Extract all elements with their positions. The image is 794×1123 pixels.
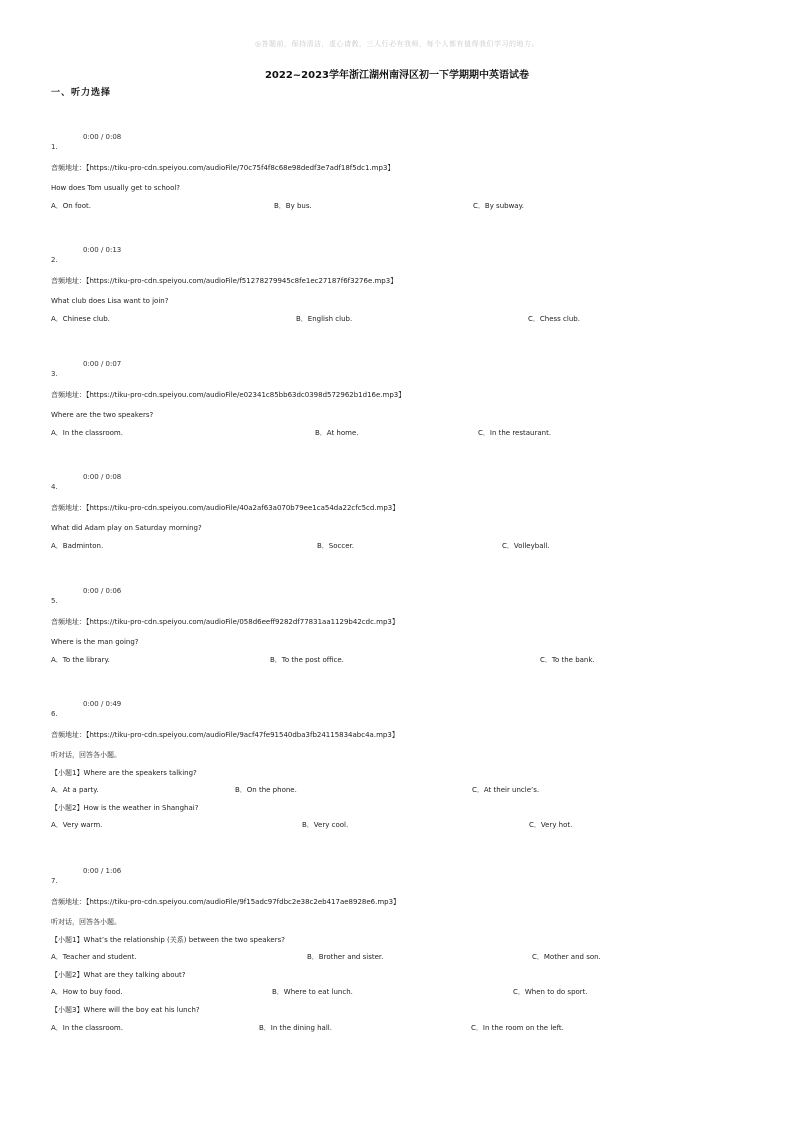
question-number: 4. — [51, 483, 58, 491]
audio-timer[interactable]: 0:00 / 0:13 — [83, 246, 122, 254]
option-a[interactable]: A．Very warm. — [51, 821, 103, 830]
option-a[interactable]: A．On foot. — [51, 201, 91, 210]
question-number: 5. — [51, 597, 58, 605]
audio-timer[interactable]: 0:00 / 0:08 — [83, 133, 122, 141]
question-number: 7. — [51, 877, 58, 885]
option-a[interactable]: A．Teacher and student. — [51, 953, 137, 962]
option-b[interactable]: B．Brother and sister. — [307, 953, 384, 962]
options-row — [51, 652, 751, 670]
option-b[interactable]: B．On the phone. — [235, 786, 297, 795]
option-c[interactable]: C．When to do sport. — [513, 988, 588, 997]
option-a[interactable]: A．At a party. — [51, 786, 99, 795]
sub-question-prompt: 【小题3】Where will the boy eat his lunch? — [51, 1005, 200, 1014]
sub-question-prompt: 【小题2】What are they talking about? — [51, 970, 186, 979]
audio-timer[interactable]: 0:00 / 0:08 — [83, 473, 122, 481]
audio-url: 音频地址：【https://tiku-pro-cdn.speiyou.com/audioFile/e02341c85bb63dc0398d572962b1d16e.mp3】 — [51, 391, 406, 399]
options-row — [51, 198, 751, 216]
option-c[interactable]: C．In the room on the left. — [471, 1023, 564, 1032]
options-row — [51, 984, 751, 1002]
option-c[interactable]: C．In the restaurant. — [478, 428, 552, 437]
option-a[interactable]: A．In the classroom. — [51, 1023, 123, 1032]
watermark: ◎答题前，保持清洁，虚心请教，三人行必有我师，每个人都有值得我们学习的地方。 — [254, 40, 540, 48]
audio-url: 音频地址：【https://tiku-pro-cdn.speiyou.com/audioFile/40a2af63a070b79ee1ca54da22cfc5cd.mp3】 — [51, 504, 400, 512]
option-c[interactable]: C．At their uncle’s. — [472, 786, 540, 795]
option-b[interactable]: B．In the dining hall. — [259, 1023, 332, 1032]
question-intro: 听对话，回答各小题。 — [51, 751, 121, 759]
question-number: 2. — [51, 256, 58, 264]
option-a[interactable]: A．Chinese club. — [51, 314, 110, 323]
option-c[interactable]: C．Chess club. — [528, 314, 580, 323]
question-number: 3. — [51, 370, 58, 378]
audio-timer[interactable]: 0:00 / 1:06 — [83, 867, 122, 875]
audio-url: 音频地址：【https://tiku-pro-cdn.speiyou.com/audioFile/058d6eeff9282df77831aa1129b42cdc.mp3】 — [51, 618, 399, 626]
audio-timer[interactable]: 0:00 / 0:49 — [83, 700, 122, 708]
option-b[interactable]: B．To the post office. — [270, 655, 344, 664]
audio-url: 音频地址：【https://tiku-pro-cdn.speiyou.com/audioFile/70c75f4f8c68e98dedf3e7adf18f5dc1.mp3】 — [51, 164, 395, 172]
question-intro: 听对话，回答各小题。 — [51, 918, 121, 926]
option-c[interactable]: C．Volleyball. — [502, 541, 550, 550]
option-a[interactable]: A．In the classroom. — [51, 428, 123, 437]
sub-question-prompt: 【小题1】Where are the speakers talking? — [51, 768, 197, 777]
audio-url: 音频地址：【https://tiku-pro-cdn.speiyou.com/audioFile/9f15adc97fdbc2e38c2eb417ae8928e6.mp3】 — [51, 898, 401, 906]
options-row — [51, 949, 751, 967]
section-heading: 一、听力选择 — [51, 88, 112, 98]
question-number: 1. — [51, 143, 58, 151]
option-b[interactable]: B．English club. — [296, 314, 353, 323]
audio-url: 音频地址：【https://tiku-pro-cdn.speiyou.com/audioFile/f51278279945c8fe1ec27187f6f3276e.mp3】 — [51, 277, 398, 285]
sub-question-prompt: 【小题2】How is the weather in Shanghai? — [51, 803, 199, 812]
sub-question-prompt: 【小题1】What’s the relationship (关系) between the two speakers? — [51, 935, 285, 944]
audio-url: 音频地址：【https://tiku-pro-cdn.speiyou.com/audioFile/9acf47fe91540dba3fb24115834abc4a.mp3】 — [51, 731, 399, 739]
option-a[interactable]: A．Badminton. — [51, 541, 104, 550]
option-c[interactable]: C．To the bank. — [540, 655, 595, 664]
option-b[interactable]: B．Very cool. — [302, 821, 349, 830]
question-prompt: What did Adam play on Saturday morning? — [51, 524, 202, 532]
audio-timer[interactable]: 0:00 / 0:07 — [83, 360, 122, 368]
options-row — [51, 425, 751, 443]
options-row — [51, 817, 751, 835]
option-b[interactable]: B．By bus. — [274, 201, 312, 210]
question-prompt: What club does Lisa want to join? — [51, 297, 169, 305]
options-row — [51, 782, 751, 800]
option-b[interactable]: B．Where to eat lunch. — [272, 988, 353, 997]
option-c[interactable]: C．Very hot. — [529, 821, 573, 830]
option-a[interactable]: A．How to buy food. — [51, 988, 123, 997]
audio-timer[interactable]: 0:00 / 0:06 — [83, 587, 122, 595]
question-prompt: Where are the two speakers? — [51, 411, 154, 419]
option-a[interactable]: A．To the library. — [51, 655, 110, 664]
option-b[interactable]: B．Soccer. — [317, 541, 354, 550]
question-prompt: Where is the man going? — [51, 638, 139, 646]
options-row — [51, 311, 751, 329]
exam-title: 2022~2023学年浙江湖州南浔区初一下学期期中英语试卷 — [264, 70, 530, 81]
option-b[interactable]: B．At home. — [315, 428, 359, 437]
option-c[interactable]: C．By subway. — [473, 201, 524, 210]
question-prompt: How does Tom usually get to school? — [51, 184, 181, 192]
options-row — [51, 1020, 751, 1038]
option-c[interactable]: C．Mother and son. — [532, 953, 601, 962]
question-number: 6. — [51, 710, 58, 718]
options-row — [51, 538, 751, 556]
